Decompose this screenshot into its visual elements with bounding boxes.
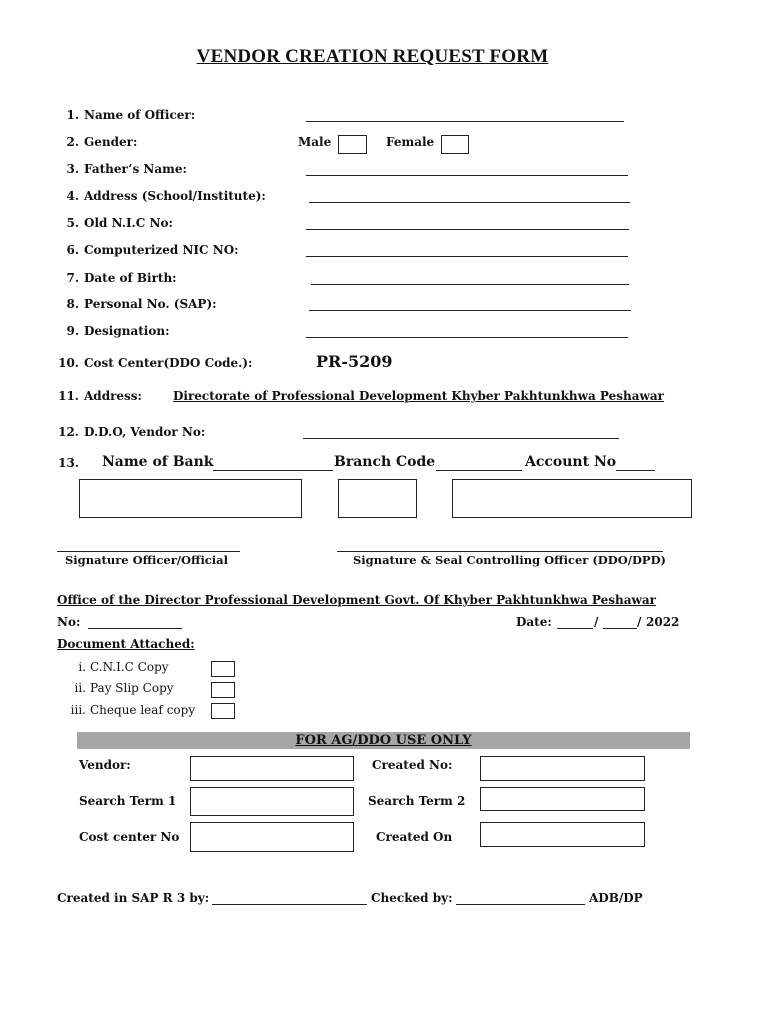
branch-code-input[interactable] [338,479,417,518]
search-term-1-input[interactable] [190,787,354,816]
search-term-2-label: Search Term 2 [368,794,466,808]
officer-signature-label: Signature Officer/Official [65,553,228,567]
field-number: 13. [58,456,79,470]
vendor-label: Vendor: [79,758,131,772]
date-label: Date: [516,615,552,629]
field-gender [57,135,137,149]
field-number: 9. [66,324,79,338]
date-month-line[interactable] [603,628,637,629]
field-label: Personal No. (SAP): [84,297,217,311]
document-number: i. [78,660,86,674]
gender-female-label: Female [386,135,435,149]
controlling-signature-line[interactable] [337,551,663,552]
gender-male-checkbox[interactable] [338,135,367,154]
field-label: Address (School/Institute): [84,189,266,203]
field-ddo-vendor-no [57,425,205,439]
field-number: 3. [66,162,79,176]
date-day-line[interactable] [557,628,593,629]
field-number: 10. [58,356,79,370]
created-by-line[interactable] [212,904,367,905]
field-bank [57,456,84,470]
field-fathers-name [57,162,187,176]
document-label: Cheque leaf copy [90,703,196,717]
field-number: 11. [58,389,79,403]
vendor-input[interactable] [190,756,354,781]
field-label: Gender: [84,135,138,149]
document-label: Pay Slip Copy [90,681,174,695]
bank-name-input[interactable] [79,479,302,518]
address-value: Directorate of Professional Development Khyber Pakhtunkhwa Peshawar [173,389,664,403]
bank-name-label: Name of Bank [102,454,214,470]
cost-center-value: PR-5209 [316,352,393,371]
created-no-label: Created No: [372,758,453,772]
field-label: Computerized NIC NO: [84,243,239,257]
created-no-input[interactable] [480,756,645,781]
address-school-line[interactable] [309,202,630,203]
created-by-label: Created in SAP R 3 by: [57,891,210,905]
field-number: 7. [66,271,79,285]
computerized-nic-line[interactable] [306,256,628,257]
branch-code-label: Branch Code [334,454,436,470]
field-number: 8. [66,297,79,311]
no-label: No: [57,615,81,629]
field-number: 4. [66,189,79,203]
document-item-cheque [57,703,195,717]
field-address [57,389,142,403]
fathers-name-line[interactable] [306,175,628,176]
ag-section-heading: FOR AG/DDO USE ONLY [295,733,472,748]
cnic-copy-checkbox[interactable] [211,661,235,677]
footer-suffix: ADB/DP [589,891,643,905]
field-personal-no [57,297,217,311]
checked-by-line[interactable] [456,904,585,905]
created-on-input[interactable] [480,822,645,847]
field-label: Designation: [84,324,170,338]
document-number: iii. [70,703,86,717]
date-sep: / [637,615,642,629]
field-cost-center [57,356,252,370]
field-number: 6. [66,243,79,257]
name-of-officer-line[interactable] [306,121,624,122]
pay-slip-copy-checkbox[interactable] [211,682,235,698]
account-no-underline [616,470,655,471]
bank-name-underline [213,470,333,471]
account-no-input[interactable] [452,479,692,518]
cost-center-no-input[interactable] [190,822,354,852]
designation-line[interactable] [306,337,628,338]
date-sep: / [594,615,599,629]
documents-heading: Document Attached: [57,637,195,651]
document-item-pay-slip [57,681,174,695]
field-number: 12. [58,425,79,439]
personal-no-line[interactable] [309,310,631,311]
field-label: Old N.I.C No: [84,216,173,230]
date-year: 2022 [646,615,680,629]
field-address-school [57,189,266,203]
old-nic-line[interactable] [306,229,629,230]
document-label: C.N.I.C Copy [90,660,169,674]
field-number: 2. [66,135,79,149]
field-label: Father’s Name: [84,162,187,176]
field-date-of-birth [57,271,177,285]
created-on-label: Created On [376,830,453,844]
cost-center-no-label: Cost center No [79,830,180,844]
document-number: ii. [74,681,86,695]
ddo-vendor-no-line[interactable] [303,438,619,439]
field-computerized-nic [57,243,239,257]
officer-signature-line[interactable] [57,551,240,552]
document-item-cnic [57,660,169,674]
search-term-1-label: Search Term 1 [79,794,177,808]
checked-by-label: Checked by: [371,891,453,905]
field-label: Address: [84,389,142,403]
gender-male-label: Male [298,135,332,149]
field-name-of-officer [57,108,195,122]
date-of-birth-line[interactable] [311,284,629,285]
office-line: Office of the Director Professional Development Govt. Of Khyber Pakhtunkhwa Peshawar [57,593,656,607]
form-title: VENDOR CREATION REQUEST FORM [196,46,549,67]
field-label: D.D.O, Vendor No: [84,425,206,439]
cheque-leaf-copy-checkbox[interactable] [211,703,235,719]
field-label: Date of Birth: [84,271,177,285]
controlling-signature-label: Signature & Seal Controlling Officer (DDO/DPD) [353,553,666,567]
field-label: Name of Officer: [84,108,196,122]
field-designation [57,324,170,338]
field-number: 1. [66,108,79,122]
field-label: Cost Center(DDO Code.): [84,356,253,370]
field-number: 5. [66,216,79,230]
account-no-label: Account No [525,454,617,470]
search-term-2-input[interactable] [480,787,645,811]
field-old-nic [57,216,173,230]
ag-section-header [77,732,690,749]
branch-code-underline [436,470,522,471]
gender-female-checkbox[interactable] [441,135,469,154]
no-line[interactable] [88,628,182,629]
